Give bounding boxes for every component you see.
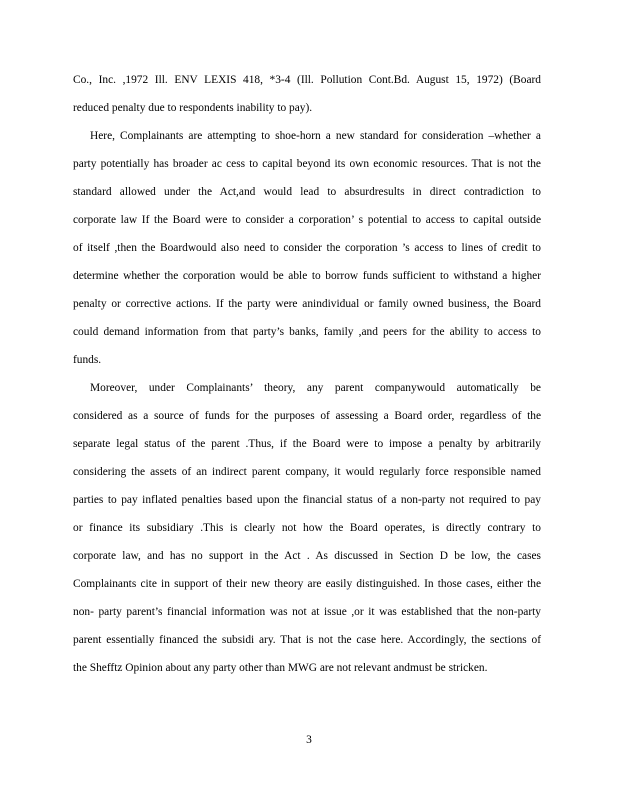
text-line: parties to pay inflated penalties based upon the financial status of a non-party not required to pay xyxy=(73,494,541,506)
text-line: considering the assets of an indirect parent company, it would regularly force responsible named xyxy=(73,466,541,478)
text-line: parent essentially financed the subsidi ary. That is not the case here. Accordingly, the sections of xyxy=(73,634,541,646)
text-line: Moreover, under Complainants’ theory, any parent companywould automatically be xyxy=(90,382,541,394)
text-line: non- party parent’s financial information was not at issue ,or it was established that the non-party xyxy=(73,606,541,618)
text-line: penalty or corrective actions. If the party were anindividual or family owned business, the Board xyxy=(73,298,541,310)
text-line: Here, Complainants are attempting to shoe-horn a new standard for consideration –whether a xyxy=(90,130,541,142)
text-line: separate legal status of the parent .Thus, if the Board were to impose a penalty by arbitrarily xyxy=(73,438,541,450)
text-line: funds. xyxy=(73,354,102,366)
page-number: 3 xyxy=(306,734,312,746)
text-line: reduced penalty due to respondents inability to pay). xyxy=(73,102,313,114)
text-line: party potentially has broader ac cess to capital beyond its own economic resources. That is not the xyxy=(73,158,541,170)
text-line: corporate law, and has no support in the Act . As discussed in Section D be low, the cases xyxy=(73,550,541,562)
text-line: corporate law If the Board were to consider a corporation’ s potential to access to capital outside xyxy=(73,214,541,226)
text-line: determine whether the corporation would be able to borrow funds sufficient to withstand a higher xyxy=(73,270,541,282)
text-line: Complainants cite in support of their new theory are easily distinguished. In those cases, either the xyxy=(73,578,541,590)
text-line: could demand information from that party’s banks, family ,and peers for the ability to access to xyxy=(73,326,541,338)
text-line: or finance its subsidiary .This is clearly not how the Board operates, is directly contrary to xyxy=(73,522,541,534)
text-line: Co., Inc. ,1972 Ill. ENV LEXIS 418, *3-4 (Ill. Pollution Cont.Bd. August 15, 1972) (Board xyxy=(73,74,541,86)
text-line: standard allowed under the Act,and would lead to absurdresults in direct contradiction to xyxy=(73,186,541,198)
text-line: the Shefftz Opinion about any party other than MWG are not relevant andmust be stricken. xyxy=(73,662,488,674)
text-line: of itself ,then the Boardwould also need to consider the corporation ’s access to lines of credit to xyxy=(73,242,541,254)
text-line: considered as a source of funds for the purposes of assessing a Board order, regardless of the xyxy=(73,410,541,422)
